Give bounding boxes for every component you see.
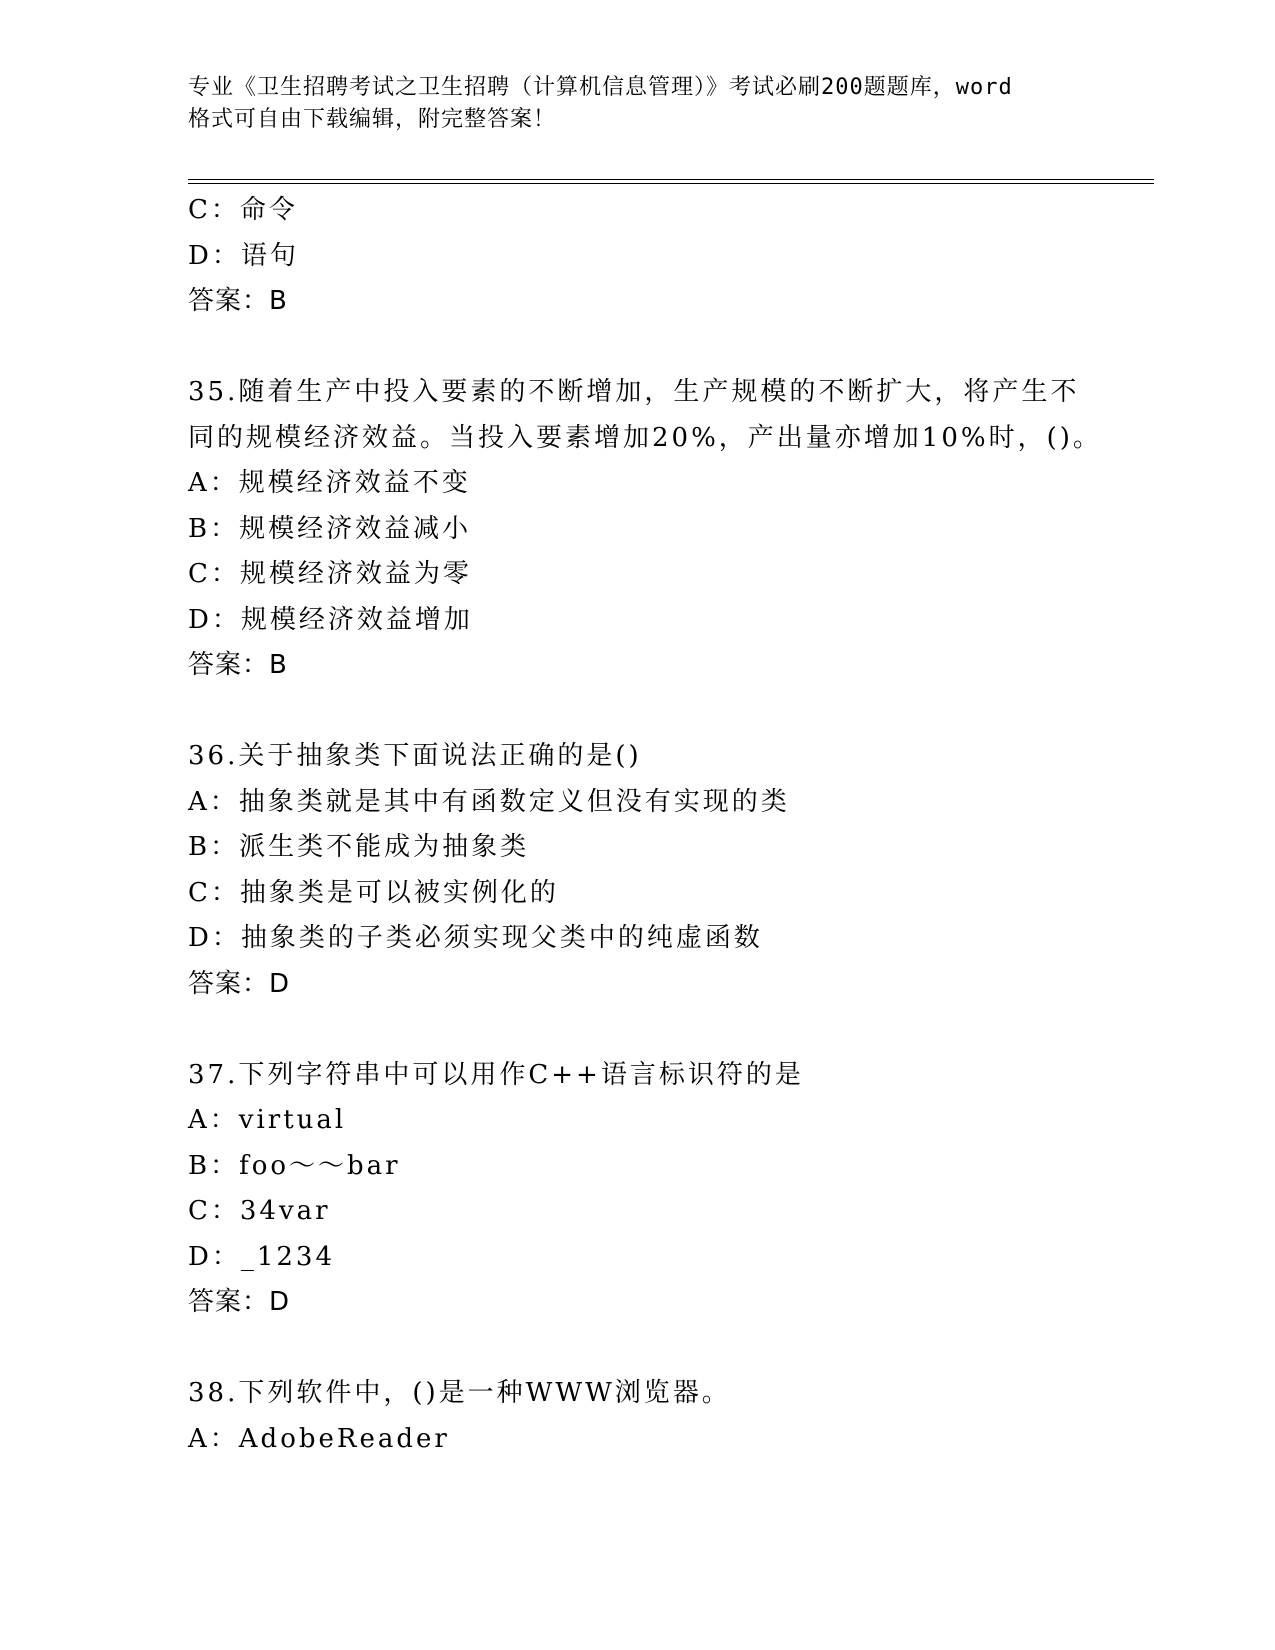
header-divider-top [188,179,1154,180]
option-b: B：规模经济效益减小 [188,513,472,544]
answer-line: 答案：B [188,286,288,316]
spacer [188,1007,1108,1053]
spacer [188,325,1108,371]
question-stem: 38.下列软件中，()是一种WWW浏览器。 [188,1378,731,1408]
option-b: B：派生类不能成为抽象类 [188,832,530,862]
header-line-1: 专业《卫生招聘考试之卫生招聘（计算机信息管理）》考试必刷200题题库，word [188,75,1013,100]
answer-line: 答案：D [188,1287,291,1317]
question-35 [188,370,1108,689]
answer-line: 答案：B [188,650,288,680]
option-c: C：抽象类是可以被实例化的 [188,877,559,908]
spacer [188,1326,1108,1372]
question-36 [188,734,1108,1007]
option-a: A：virtual [188,1105,347,1135]
option-a: A：AdobeReader [188,1423,450,1454]
answer-line: 答案：D [188,968,291,999]
header-divider-bottom [188,183,1154,184]
option-d: D：规模经济效益增加 [188,604,473,635]
question-stem: 37.下列字符串中可以用作C++语言标识符的是 [188,1059,804,1090]
option-d: D：语句 [188,240,299,271]
question-stem: 35.随着生产中投入要素的不断增加，生产规模的不断扩大，将产生不 [188,377,1080,407]
question-37 [188,1053,1108,1326]
option-d: D：抽象类的子类必须实现父类中的纯虚函数 [188,923,763,953]
option-a: A：规模经济效益不变 [188,468,471,498]
spacer [188,689,1108,735]
option-c: C：34var [188,1196,331,1226]
option-a: A：抽象类就是其中有函数定义但没有实现的类 [188,786,790,817]
option-d: D：_1234 [188,1241,336,1272]
header-line-2: 格式可自由下载编辑，附完整答案！ [188,107,557,132]
previous-question-tail [188,188,1108,325]
question-list [188,188,1108,1462]
question-stem: 同的规模经济效益。当投入要素增加20%，产出量亦增加10%时，()。 [188,422,1102,453]
question-stem: 36.关于抽象类下面说法正确的是() [188,741,642,771]
option-c: C：命令 [188,195,298,225]
question-38 [188,1371,1108,1462]
option-b: B：foo～～bar [188,1150,401,1181]
option-c: C：规模经济效益为零 [188,559,472,589]
document-header [188,72,1088,136]
